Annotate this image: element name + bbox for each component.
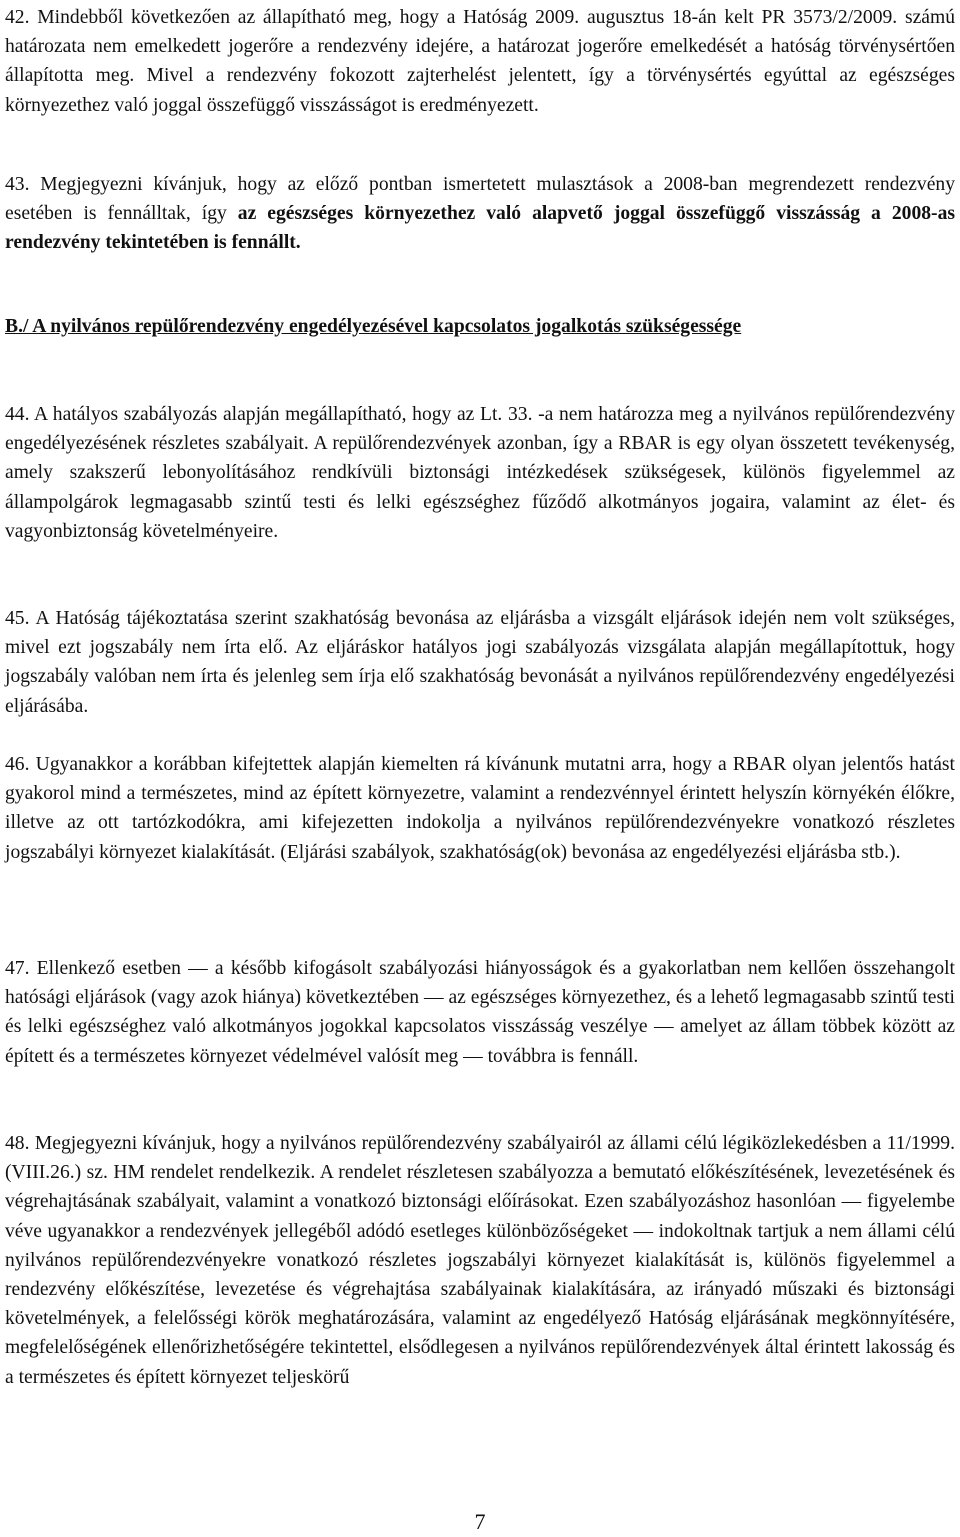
section-heading-b: B./ A nyilvános repülőrendezvény engedélyezésével kapcsolatos jogalkotás szükségessége <box>5 316 742 337</box>
paragraph-43-bold-text: az egészséges környezethez való alapvető joggal összefüggő visszásság a 2008-as rendezvény tekintetében is fennállt. <box>5 203 955 254</box>
paragraph-43-text: 43. Megjegyezni kívánjuk, hogy az előző pontban ismertetett mulasztások a 2008-ban megrendezett rendezvény esetében is fennálltak, így <box>5 174 955 225</box>
paragraph-48: 48. Megjegyezni kívánjuk, hogy a nyilvános repülőrendezvény szabályairól az állami célú légiközlekedésben a 11/1999. (VIII.26.) sz. HM rendelet rendelkezik. A rendelet részletesen szabályozza a bemutató előkészítésének, levezetésének és végrehajtásának szabályait, valamint a vonatkozó biztonsági előírásokat. Ezen szabályozáshoz hasonlóan — figyelembe véve ugyanakkor a rendezvények jellegéből adódó esetleges különbözőségeket — indokoltnak tartjuk a nem állami célú nyilvános repülőrendezvényekre vonatkozó részletes jogszabályi környezet kialakítását is, különös figyelemmel a rendezvény előkészítése, levezetése és végrehajtása szabályainak kialakítására, az irányadó műszaki és biztonsági követelmények, a felelősségi körök meghatározására, valamint az engedélyező Hatóság eljárásának megkönnyítésére, megfelelőségének ellenőrizhetőségére tekintettel, elsődlegesen a nyilvános repülőrendezvények által érintett lakosság és a természetes és épített környezet teljeskörű <box>5 1133 955 1388</box>
paragraph-43 <box>5 170 955 258</box>
paragraph-47: 47. Ellenkező esetben — a később kifogásolt szabályozási hiányosságok és a gyakorlatban nem kellően összehangolt hatósági eljárások (vagy azok hiánya) következtében — az egészséges környezethez, és a lehető legmagasabb szintű testi és lelki egészséghez való alkotmányos jogokkal kapcsolatos visszásság veszélye — amelyet az állam többek között az épített és a természetes környezet védelmével valósít meg — továbbra is fennáll. <box>5 958 955 1067</box>
paragraph-46: 46. Ugyanakkor a korábban kifejtettek alapján kiemelten rá kívánunk mutatni arra, hogy a RBAR olyan jelentős hatást gyakorol mind a természetes, mind az épített környezetre, valamint a rendezvénnyel érintett helyszín környékén élőkre, illetve az ott tartózkodókra, ami kifejezetten indokolja a nyilvános repülőrendezvényekre vonatkozó részletes jogszabályi környezet kialakítását. (Eljárási szabályok, szakhatóság(ok) bevonása az engedélyezési eljárásba stb.). <box>5 754 955 863</box>
paragraph-42: 42. Mindebből következően az állapítható meg, hogy a Hatóság 2009. augusztus 18-án kelt PR 3573/2/2009. számú határozata nem emelkedett jogerőre a rendezvény idejére, a határozat jogerőre emelkedését a hatóság törvénysértően állapította meg. Mivel a rendezvény fokozott zajterhelést jelentett, így a törvénysértés egyúttal az egészséges környezethez való joggal összefüggő visszásságot is eredményezett. <box>5 7 955 116</box>
paragraph-45: 45. A Hatóság tájékoztatása szerint szakhatóság bevonása az eljárásba a vizsgált eljárások idején nem volt szükséges, mivel ezt jogszabály nem írta elő. Az eljáráskor hatályos jogi szabályozás vizsgálata alapján megállapítottuk, hogy jogszabály valóban nem írta és jelenleg sem írja elő szakhatóság bevonását a nyilvános repülőrendezvény engedélyezési eljárásába. <box>5 608 955 717</box>
paragraph-44: 44. A hatályos szabályozás alapján megállapítható, hogy az Lt. 33. -a nem határozza meg a nyilvános repülőrendezvény engedélyezésének részletes szabályait. A repülőrendezvények azonban, így a RBAR is egy olyan összetett tevékenység, amely szakszerű lebonyolításához rendkívüli biztonsági intézkedések szükségesek, különös figyelemmel az állampolgárok legmagasabb szintű testi és lelki egészséghez fűződő alkotmányos jogaira, valamint az élet- és vagyonbiztonság követelményeire. <box>5 404 955 542</box>
page-number: 7 <box>474 1509 486 1534</box>
